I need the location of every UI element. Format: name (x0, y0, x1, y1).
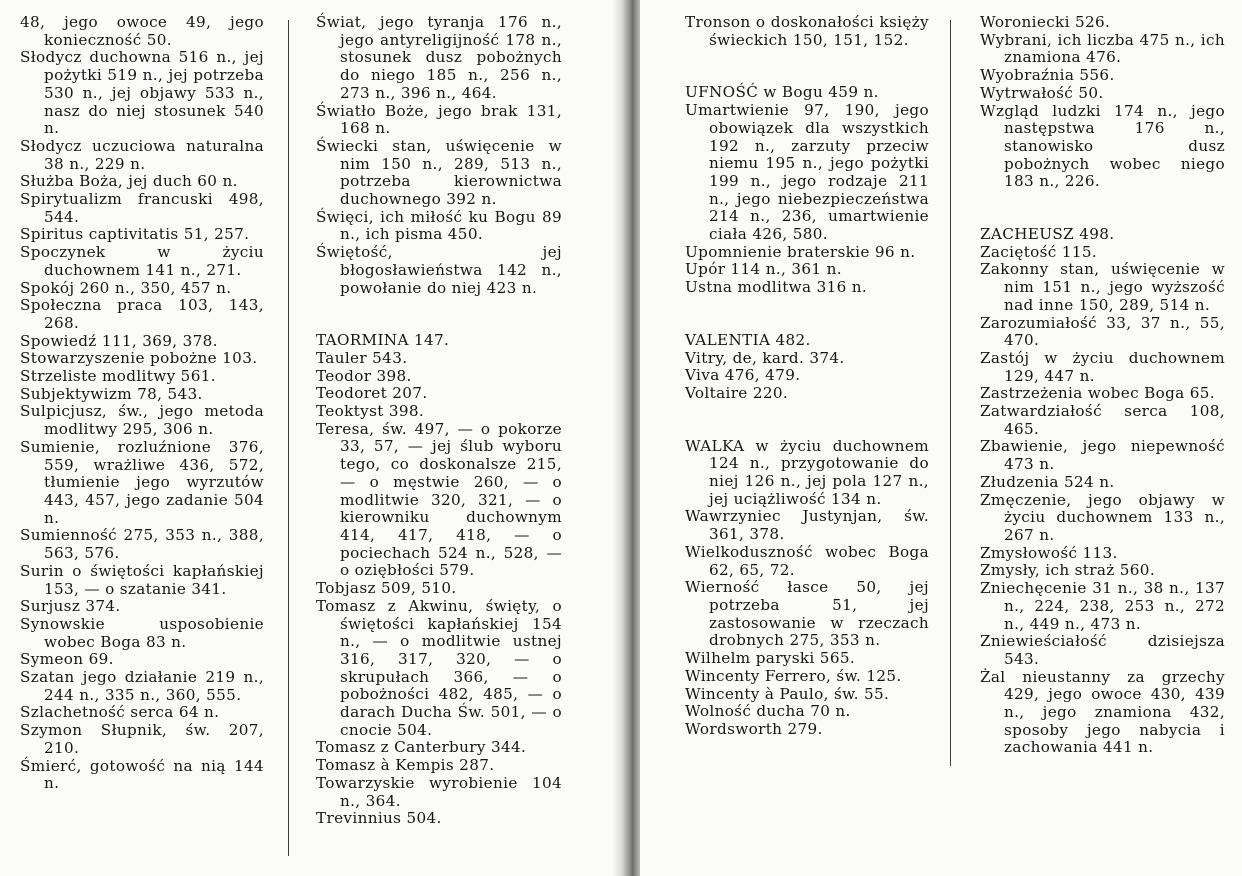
index-entry: ZACHEUSZ 498. (980, 225, 1115, 244)
index-entry: Sumienność 275, 353 n., 388, 563, 576. (20, 526, 264, 563)
index-entry: Złudzenia 524 n. (980, 472, 1115, 491)
index-entry: Spowiedź 111, 369, 378. (20, 331, 218, 350)
section-gap (685, 403, 929, 438)
index-entry: Słodycz uczuciowa naturalna 38 n., 229 n. (20, 136, 264, 173)
section-gap (685, 297, 929, 332)
index-entry: WALKA w życiu duchownem 124 n., przygotowanie do niej 126 n., jej pola 127 n., jej uciążliwość 134 n. (685, 436, 929, 508)
index-entry: Zakonny stan, uświęcenie w nim 151 n., jego wyższość nad inne 150, 289, 514 n. (980, 260, 1225, 314)
index-column-3 (685, 14, 929, 739)
index-entry: Tauler 543. (316, 348, 408, 367)
index-entry: Wincenty à Paulo, św. 55. (685, 684, 890, 703)
section-gap (316, 297, 562, 332)
index-entry: UFNOŚĆ w Bogu 459 n. (685, 83, 879, 102)
index-entry: Ustna modlitwa 316 n. (685, 278, 868, 297)
index-entry: Spiritus captivitatis 51, 257. (20, 225, 250, 244)
index-entry: Tronson o doskonałości księży świeckich 150, 151, 152. (685, 13, 929, 49)
section-gap (685, 49, 929, 84)
index-entry: VALENTIA 482. (685, 330, 811, 349)
index-entry: Wzgląd ludzki 174 n., jego następstwa 176 n., stanowisko dusz pobożnych wobec niego 183 n., 226. (980, 101, 1225, 191)
index-entry: Świat, jego tyranja 176 n., jego antyreligijność 178 n., stosunek dusz pobożnych do niego 185 n., 256 n., 273 n., 396 n., 464. (316, 13, 562, 102)
index-entry: Zastrzeżenia wobec Boga 65. (980, 384, 1215, 403)
index-entry: Tomasz z Akwinu, święty, o świętości kapłańskiej 154 n., — o modlitwie ustnej 316, 317, 320, — o skrupułach 366, — o pobożności 482, 485, — o darach Ducha Św. 501, — o cnocie 504. (316, 596, 562, 739)
index-entry: Sulpicjusz, św., jego metoda modlitwy 295, 306 n. (20, 402, 264, 439)
index-entry: Wordsworth 279. (685, 719, 823, 738)
index-column-2 (316, 14, 562, 828)
index-entry: Społeczna praca 103, 143, 268. (20, 296, 264, 332)
index-entry: Słodycz duchowna 516 n., jej pożytki 519 n., jej potrzeba 530 n., jej objawy 533 n., nasz do niej stosunek 540 n. (20, 48, 264, 138)
index-entry: Umartwienie 97, 190, jego obowiązek dla wszystkich 192 n., zarzuty przeciw niemu 195 n., jego pożytki 199 n., jego rodzaje 211 n., jego niebezpieczeństwa 214 n., 236, umartwienie ciała 426, 580. (685, 101, 929, 244)
index-entry: Surin o świętości kapłańskiej 153, — o szatanie 341. (20, 561, 264, 598)
index-entry: Upomnienie braterskie 96 n. (685, 242, 916, 261)
right-page (640, 0, 1242, 876)
index-entry: Symeon 69. (20, 650, 114, 669)
index-entry: Teodoret 207. (316, 384, 428, 403)
index-entry: Świecki stan, uświęcenie w nim 150 n., 289, 513 n., potrzeba kierownictwa duchownego 392 n. (316, 136, 562, 209)
index-entry: Wincenty Ferrero, św. 125. (685, 666, 902, 685)
index-entry: Wilhelm paryski 565. (685, 649, 856, 668)
index-entry: Szymon Słupnik, św. 207, 210. (20, 721, 264, 757)
index-entry: 48, jego owoce 49, jego konieczność 50. (20, 13, 264, 49)
index-column-4 (980, 14, 1225, 757)
index-entry: Zatwardziałość serca 108, 465. (980, 402, 1225, 438)
index-entry: Wyobraźnia 556. (980, 66, 1115, 85)
left-page (0, 0, 620, 876)
index-entry: Zmysłowość 113. (980, 543, 1118, 562)
index-entry: Wielkoduszność wobec Boga 62, 65, 72. (685, 542, 929, 579)
index-entry: Teoktyst 398. (316, 402, 425, 421)
index-entry: Żal nieustanny za grzechy 429, jego owoce 430, 439 n., jego znamiona 432, sposoby jego nabycia i zachowania 441 n. (980, 667, 1225, 757)
index-entry: Zniechęcenie 31 n., 38 n., 137 n., 224, 238, 253 n., 272 n., 449 n., 473 n. (980, 579, 1225, 633)
index-entry: Zarozumiałość 33, 37 n., 55, 470. (980, 313, 1225, 350)
index-entry: Spokój 260 n., 350, 457 n. (20, 278, 232, 297)
index-entry: Surjusz 374. (20, 597, 121, 616)
index-column-1 (20, 14, 264, 793)
index-entry: Spirytualizm francuski 498, 544. (20, 190, 264, 226)
index-entry: Sumienie, rozluźnione 376, 559, wrażliwe 436, 572, tłumienie jego wyrzutów 443, 457, jego zadanie 504 n. (20, 437, 264, 527)
index-entry: Synowskie usposobienie wobec Boga 83 n. (20, 614, 264, 651)
column-divider (950, 20, 951, 766)
index-entry: Trevinnius 504. (316, 809, 442, 828)
index-entry: Wybrani, ich liczba 475 n., ich znamiona 476. (980, 30, 1225, 67)
index-entry: Vitry, de, kard. 374. (685, 348, 845, 367)
index-entry: Strzeliste modlitwy 561. (20, 367, 216, 386)
index-entry: Subjektywizm 78, 543. (20, 384, 203, 403)
index-entry: Teresa, św. 497, — o pokorze 33, 57, — jej ślub wyboru tego, co doskonalsze 215, — o męstwie 260, — o modlitwie 320, 321, — o kierowniku duchownym 414, 417, 418, — o pociechach 524 n., 528, — o oziębłości 579. (316, 419, 562, 580)
index-entry: Stowarzyszenie pobożne 103. (20, 349, 258, 368)
index-entry: Tomasz à Kempis 287. (316, 756, 495, 775)
index-entry: Świętość, jej błogosławieństwa 142 n., powołanie do niej 423 n. (316, 243, 562, 297)
index-entry: Szlachetność serca 64 n. (20, 703, 220, 722)
index-entry: Wytrwałość 50. (980, 83, 1104, 102)
index-entry: Wolność ducha 70 n. (685, 702, 851, 721)
index-entry: Viva 476, 479. (685, 366, 801, 385)
index-entry: Woroniecki 526. (980, 13, 1111, 31)
index-entry: Zastój w życiu duchownem 129, 447 n. (980, 348, 1225, 385)
section-gap (980, 191, 1225, 226)
index-entry: Voltaire 220. (685, 383, 789, 402)
index-entry: Światło Boże, jego brak 131, 168 n. (316, 101, 562, 138)
index-entry: Zaciętość 115. (980, 242, 1098, 261)
index-entry: Śmierć, gotowość na nią 144 n. (20, 756, 264, 793)
index-entry: TAORMINA 147. (316, 331, 450, 350)
index-entry: Upór 114 n., 361 n. (685, 260, 842, 279)
index-entry: Szatan jego działanie 219 n., 244 n., 335 n., 360, 555. (20, 668, 264, 704)
index-entry: Spoczynek w życiu duchownem 141 n., 271. (20, 243, 264, 279)
index-entry: Zmęczenie, jego objawy w życiu duchownem 133 n., 267 n. (980, 490, 1225, 544)
index-entry: Wierność łasce 50, jej potrzeba 51, jej zastosowanie w rzeczach drobnych 275, 353 n. (685, 578, 929, 650)
index-entry: Zmysły, ich straż 560. (980, 561, 1155, 580)
index-entry: Służba Boża, jej duch 60 n. (20, 172, 238, 191)
index-entry: Towarzyskie wyrobienie 104 n., 364. (316, 773, 562, 810)
index-entry: Tobjasz 509, 510. (316, 579, 457, 598)
index-entry: Wawrzyniec Justynjan, św. 361, 378. (685, 507, 929, 544)
index-entry: Tomasz z Canterbury 344. (316, 738, 527, 757)
index-entry: Teodor 398. (316, 366, 412, 385)
index-entry: Zbawienie, jego niepewność 473 n. (980, 437, 1225, 474)
index-entry: Święci, ich miłość ku Bogu 89 n., ich pisma 450. (316, 207, 562, 244)
column-divider (288, 20, 289, 856)
index-entry: Zniewieściałość dzisiejsza 543. (980, 632, 1225, 668)
